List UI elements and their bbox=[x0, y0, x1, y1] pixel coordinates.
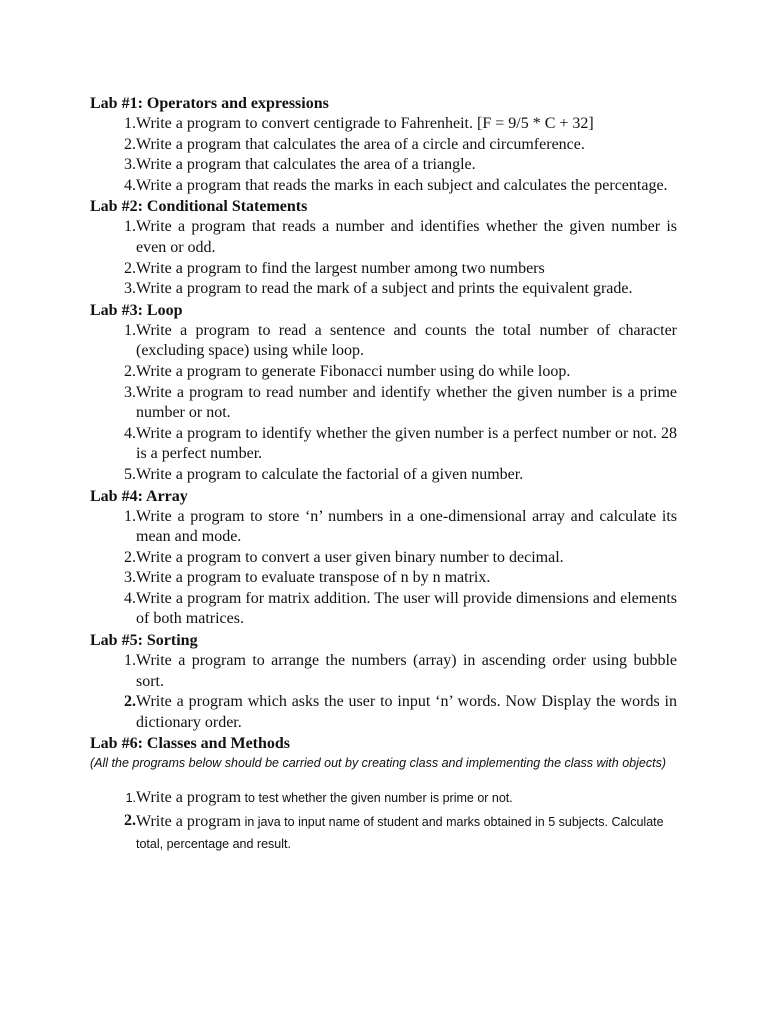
lab-3-list bbox=[90, 321, 677, 486]
list-item bbox=[90, 548, 677, 569]
lab-6-heading: Lab #6: Classes and Methods bbox=[90, 735, 291, 753]
document-body bbox=[90, 93, 677, 857]
lab-2-heading: Lab #2: Conditional Statements bbox=[90, 198, 308, 216]
item-number: 1. bbox=[125, 791, 136, 806]
item-text: Write a program that calculates the area of a triangle. bbox=[136, 156, 476, 174]
item-text: Write a program that reads the marks in each subject and calculates the percentage. bbox=[136, 176, 668, 194]
item-number: 1. bbox=[124, 115, 136, 132]
item-number: 1. bbox=[124, 507, 136, 525]
list-item bbox=[90, 279, 677, 300]
lab-5-heading: Lab #5: Sorting bbox=[90, 632, 198, 650]
item-text bbox=[136, 787, 677, 809]
item-number: 2. bbox=[124, 693, 136, 711]
lab-6-section bbox=[90, 733, 677, 855]
list-item bbox=[90, 259, 677, 280]
item-number: 2. bbox=[124, 548, 136, 566]
list-item bbox=[90, 811, 677, 855]
item-text: Write a program to calculate the factorial of a given number. bbox=[136, 465, 524, 483]
list-item bbox=[90, 383, 677, 424]
list-item bbox=[90, 155, 677, 176]
item-number: 2. bbox=[124, 259, 136, 277]
list-item bbox=[90, 651, 677, 692]
item-rest: to test whether the given number is prime or not. bbox=[241, 791, 513, 806]
item-text bbox=[136, 811, 677, 855]
list-item bbox=[90, 176, 677, 197]
list-item bbox=[90, 465, 677, 486]
item-number: 4. bbox=[124, 589, 136, 607]
item-text: Write a program to read the mark of a subject and prints the equivalent grade. bbox=[136, 280, 633, 298]
item-text: Write a program that reads a number and identifies whether the given number is even or odd. bbox=[136, 218, 677, 256]
item-text: Write a program which asks the user to input ‘n’ words. Now Display the words in dictionary order. bbox=[136, 693, 677, 731]
lab-2-list bbox=[90, 217, 677, 299]
list-item bbox=[90, 589, 677, 630]
item-text: Write a program to evaluate transpose of n by n matrix. bbox=[136, 569, 491, 587]
list-item bbox=[90, 507, 677, 548]
item-number: 4. bbox=[124, 424, 136, 442]
item-text: Write a program for matrix addition. The user will provide dimensions and elements of both matrices. bbox=[136, 589, 677, 628]
item-number: 1. bbox=[124, 321, 136, 339]
item-number: 2. bbox=[124, 135, 136, 153]
lab-6-note: (All the programs below should be carried out by creating class and implementing the class with objects) bbox=[90, 756, 666, 771]
list-item bbox=[90, 568, 677, 589]
lab-5-list bbox=[90, 651, 677, 733]
item-text: Write a program to convert centigrade to Fahrenheit. [F = 9/5 * C + 32] bbox=[136, 115, 594, 132]
item-number: 4. bbox=[124, 176, 136, 194]
lab-1-section bbox=[90, 93, 677, 196]
item-text: Write a program to read number and identify whether the given number is a prime number or not. bbox=[136, 383, 677, 422]
list-item bbox=[90, 135, 677, 156]
lab-6-list bbox=[90, 787, 677, 855]
list-item bbox=[90, 217, 677, 258]
lab-3-heading: Lab #3: Loop bbox=[90, 301, 183, 319]
item-number: 3. bbox=[124, 280, 136, 298]
item-lead: Write a program bbox=[136, 813, 242, 831]
item-text: Write a program to identify whether the given number is a perfect number or not. 28 is a perfect number. bbox=[136, 424, 677, 463]
item-text: Write a program that calculates the area of a circle and circumference. bbox=[136, 135, 585, 153]
item-number: 3. bbox=[124, 383, 136, 401]
item-text: Write a program to store ‘n’ numbers in a one-dimensional array and calculate its mean and mode. bbox=[136, 507, 677, 546]
item-number: 2. bbox=[124, 812, 136, 830]
list-item bbox=[90, 787, 677, 809]
item-number: 2. bbox=[124, 362, 136, 380]
item-number: 5. bbox=[124, 465, 136, 483]
item-number: 3. bbox=[124, 156, 136, 174]
lab-4-section bbox=[90, 486, 677, 631]
item-text: Write a program to read a sentence and counts the total number of character (excluding space) using while loop. bbox=[136, 321, 677, 360]
lab-4-list bbox=[90, 507, 677, 631]
item-rest: in java to input name of student and marks obtained in 5 subjects. Calculate total, percentage and result. bbox=[136, 815, 664, 852]
list-item bbox=[90, 321, 677, 362]
list-item bbox=[90, 114, 677, 135]
item-number: 3. bbox=[124, 569, 136, 587]
list-item bbox=[90, 362, 677, 383]
item-text: Write a program to find the largest number among two numbers bbox=[136, 259, 545, 277]
item-number: 1. bbox=[124, 652, 136, 670]
item-text: Write a program to generate Fibonacci number using do while loop. bbox=[136, 362, 571, 380]
lab-3-section bbox=[90, 300, 677, 486]
lab-2-section bbox=[90, 196, 677, 299]
item-text: Write a program to convert a user given binary number to decimal. bbox=[136, 548, 564, 566]
lab-1-list bbox=[90, 114, 677, 196]
lab-1-heading: Lab #1: Operators and expressions bbox=[90, 95, 329, 112]
item-number: 1. bbox=[124, 218, 136, 236]
item-text: Write a program to arrange the numbers (array) in ascending order using bubble sort. bbox=[136, 652, 677, 690]
list-item bbox=[90, 692, 677, 733]
item-lead: Write a program bbox=[136, 789, 242, 807]
lab-4-heading: Lab #4: Array bbox=[90, 487, 188, 505]
lab-5-section bbox=[90, 630, 677, 733]
list-item bbox=[90, 424, 677, 465]
